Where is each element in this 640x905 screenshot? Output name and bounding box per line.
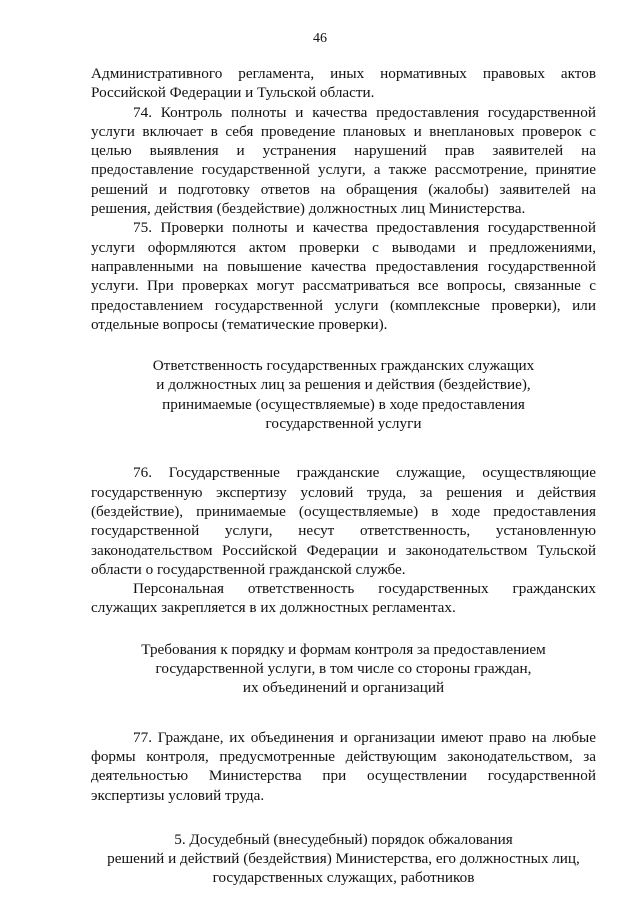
paragraph-77: 77. Граждане, их объединения и организации имеют право на любые формы контроля, предусмотренные действующим законодательством, за деятельностью Министерства при осуществлении государственной экспертизы условий труда. [91, 728, 596, 804]
paragraph-75: 75. Проверки полноты и качества предоставления государственной услуги оформляются актом проверки с выводами и предложениями, направленными на повышение качества предоставления государственной услуги. При проверках могут рассматриваться все вопросы, связанные с предоставлением государственной услуги (комплексные проверки), или отдельные вопросы (тематические проверки). [91, 219, 596, 333]
paragraph-intro: Административного регламента, иных нормативных правовых актов Российской Федерации и Тульской области. [91, 65, 596, 102]
heading-line: государственной услуги [265, 415, 422, 433]
section-heading-appeal-procedure [91, 830, 596, 888]
heading-line: 5. Досудебный (внесудебный) порядок обжалования [174, 830, 513, 848]
document-body [91, 64, 596, 888]
page-number: 46 [313, 31, 327, 46]
paragraph-76: 76. Государственные гражданские служащие, осуществляющие государственную экспертизу условий труда, за решения и действия (бездействие), принимаемые (осуществляемые) в ходе предоставления государственной услуги, несут ответственность, установленную законодательством Российской Федерации и законодательством Тульской области о государственной гражданской службе. [91, 464, 596, 578]
heading-line: Требования к порядку и формам контроля за предоставлением [141, 640, 546, 658]
section-heading-control-requirements [91, 640, 596, 698]
heading-line: Ответственность государственных гражданских служащих [152, 357, 535, 375]
paragraph-76-personal-responsibility: Персональная ответственность государственных гражданских служащих закрепляется в их должностных регламентах. [91, 580, 596, 617]
section-heading-responsibility [91, 356, 596, 433]
heading-line: государственных служащих, работников [212, 869, 475, 887]
heading-line: государственной услуги, в том числе со стороны граждан, [155, 660, 532, 678]
heading-line: и должностных лиц за решения и действия (бездействие), [156, 376, 531, 394]
heading-line: их объединений и организаций [242, 679, 445, 697]
heading-line: принимаемые (осуществляемые) в ходе предоставления [162, 395, 525, 413]
paragraph-74: 74. Контроль полноты и качества предоставления государственной услуги включает в себя проведение плановых и внеплановых проверок с целью выявления и устранения нарушений прав заявителей на предоставление государственной услуги, а также рассмотрение, принятие решений и подготовку ответов на обращения (жалобы) заявителей на решения, действия (бездействие) должностных лиц Министерства. [91, 103, 596, 218]
heading-line: решений и действий (бездействия) Министерства, его должностных лиц, [107, 850, 580, 868]
